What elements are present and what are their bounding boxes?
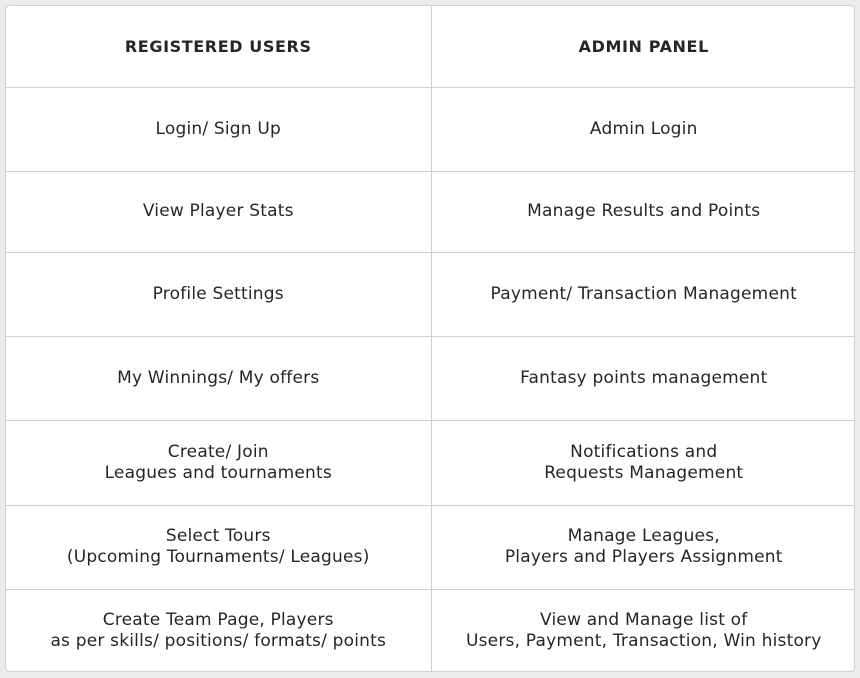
feature-text: View Player Stats [142,201,294,221]
feature-text-line-2: Requests Management [544,462,744,483]
table-row [6,589,855,672]
registered-user-feature-cell [6,589,431,672]
admin-feature-cell [431,336,855,420]
feature-text-line-2: Leagues and tournaments [104,462,332,483]
table-row [6,420,855,505]
feature-text: Login/ Sign Up [155,118,281,139]
feature-comparison-table-container [5,5,855,672]
admin-feature-cell [431,87,855,171]
admin-feature-cell [431,505,855,589]
feature-text: My Winnings/ My offers [117,367,320,388]
table-row [6,171,855,252]
registered-user-feature-cell [6,505,431,589]
feature-text-line-1: Select Tours [165,526,271,546]
feature-text-line-2: Players and Players Assignment [504,547,783,567]
feature-text-line-1: Create Team Page, Players [102,610,334,631]
registered-user-feature-cell [6,420,431,505]
registered-user-feature-cell [6,336,431,420]
registered-user-feature-cell [6,87,431,171]
registered-user-feature-cell [6,252,431,336]
feature-text: Admin Login [589,118,698,139]
header-registered-users: REGISTERED USERS [6,6,431,87]
feature-text-line-1: Manage Leagues, [567,526,720,546]
feature-text-line-2: as per skills/ positions/ formats/ points [50,631,387,652]
table-row [6,505,855,589]
header-admin-panel: ADMIN PANEL [431,6,855,87]
feature-text: Profile Settings [152,283,284,304]
table-row [6,336,855,420]
admin-feature-cell [431,589,855,672]
table-header-row [6,6,855,87]
registered-user-feature-cell [6,171,431,252]
table-row [6,87,855,171]
feature-text-line-1: Notifications and [570,441,718,462]
feature-text-line-1: Create/ Join [167,441,269,462]
admin-feature-cell [431,171,855,252]
feature-text: Fantasy points management [520,367,768,388]
feature-comparison-table [6,6,855,672]
table-row [6,252,855,336]
feature-text-line-2: Users, Payment, Transaction, Win history [465,631,822,652]
admin-feature-cell [431,252,855,336]
feature-text: Manage Results and Points [527,201,761,221]
feature-text: Payment/ Transaction Management [490,283,797,304]
feature-text-line-1: View and Manage list of [540,610,748,631]
feature-text-line-2: (Upcoming Tournaments/ Leagues) [66,547,370,567]
admin-feature-cell [431,420,855,505]
